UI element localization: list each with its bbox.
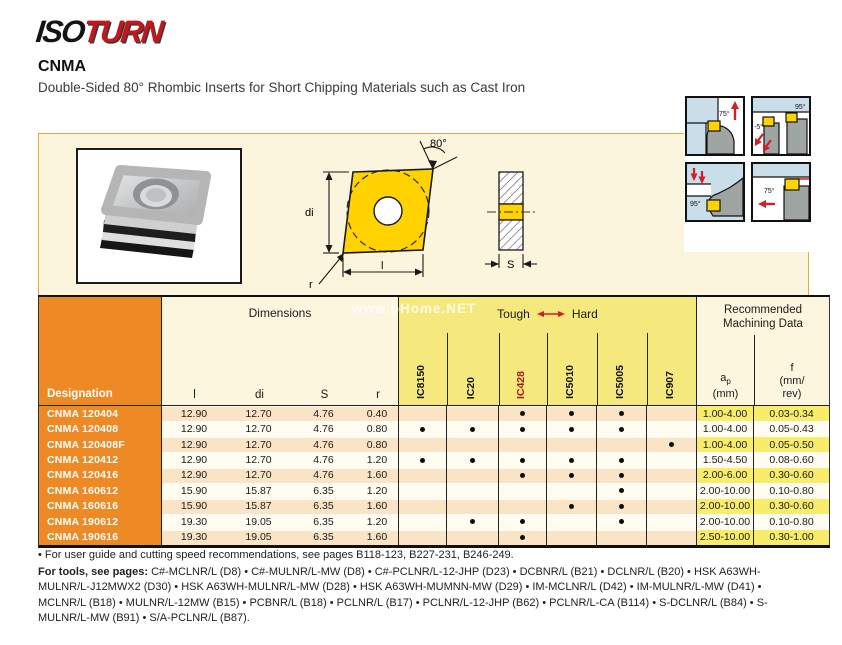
- grade-cell: [498, 514, 546, 529]
- grade-cell: [546, 530, 596, 545]
- diagram2-angle-label-b: -5°: [754, 124, 764, 131]
- grade-dot: [569, 411, 574, 416]
- ap-cell: 1.50-4.50: [696, 452, 753, 467]
- application-diagram-1: [685, 96, 745, 156]
- grade-cell: [596, 452, 646, 467]
- dim-cell-s: 4.76: [313, 438, 334, 451]
- designation-header-label: Designation: [47, 388, 113, 400]
- dim-cell-l: 12.90: [161, 421, 226, 436]
- f-cell: 0.10-0.80: [753, 483, 829, 498]
- dim-cell-di: 12.70: [245, 469, 272, 482]
- dim-cell-r: 1.20: [366, 515, 388, 528]
- grade-dot: [569, 473, 574, 478]
- dim-cell-s: 4.76: [313, 454, 334, 467]
- center-hole: [374, 197, 402, 225]
- grade-dot: [420, 427, 425, 432]
- dim-cell-l: 19.30: [161, 530, 226, 545]
- dim-cell-r: 1.60: [366, 500, 388, 513]
- ap-cell: 1.00-4.00: [696, 421, 753, 436]
- r-leader: [319, 253, 344, 284]
- user-guide-note: • For user guide and cutting speed recommendations, see pages B118-123, B227-231, B246-249.: [38, 549, 514, 561]
- grade-cell: [646, 468, 696, 483]
- insert-icon: [708, 121, 720, 131]
- diagram3-angle-label: 95°: [690, 201, 701, 208]
- grade-column-label: IC20: [465, 376, 477, 399]
- machining-data-header: [696, 297, 829, 405]
- f-cell: 0.03-0.34: [753, 406, 829, 421]
- dim-label-di: di: [255, 389, 264, 401]
- grade-dot: [619, 519, 624, 524]
- designation-cell: CNMA 160616: [39, 499, 161, 514]
- grade-cell: [398, 499, 446, 514]
- application-diagram-3: [685, 162, 745, 222]
- dim-cell-s: 6.35: [313, 484, 334, 497]
- grade-dot: [619, 473, 624, 478]
- tools-label: For tools, see pages:: [38, 566, 149, 578]
- dim-cell-di: 19.05: [245, 531, 272, 544]
- grade-cell: [596, 406, 646, 421]
- application-diagram-2: [751, 96, 811, 156]
- ap-cell: 2.00-10.00: [696, 514, 753, 529]
- dim-cell-di: 12.70: [245, 454, 272, 467]
- isoturn-logo: [34, 14, 163, 50]
- grade-cell: [596, 468, 646, 483]
- dim-cell-di: 12.70: [245, 407, 272, 420]
- column-divider: [547, 333, 548, 405]
- designation-cell: CNMA 120404: [39, 406, 161, 421]
- tough-label: Tough: [497, 307, 530, 321]
- grade-cell: [446, 468, 498, 483]
- grade-cell: [596, 421, 646, 436]
- grade-dot: [569, 504, 574, 509]
- dim-cell-di: 15.87: [245, 500, 272, 513]
- dim-cell-l: 12.90: [161, 406, 226, 421]
- dim-cell-di: 12.70: [245, 438, 272, 451]
- f-cell: 0.05-0.50: [753, 437, 829, 452]
- grade-cell: [498, 437, 546, 452]
- ap-cell: 2.00-6.00: [696, 468, 753, 483]
- table-row: [39, 421, 829, 436]
- dim-cell-r: 1.20: [366, 454, 388, 467]
- dim-cell-s: 4.76: [313, 423, 334, 436]
- table-row: [39, 468, 829, 483]
- grade-cell: [398, 452, 446, 467]
- grade-cell: [398, 483, 446, 498]
- diagram2-angle-label-a: 95°: [795, 104, 806, 111]
- grade-dot: [619, 504, 624, 509]
- f-cell: 0.05-0.43: [753, 421, 829, 436]
- grade-cell: [398, 530, 446, 545]
- diagram1-angle-label: 75°: [719, 111, 730, 118]
- f-cell: 0.30-0.60: [753, 499, 829, 514]
- designation-header: [39, 297, 161, 405]
- dim-cell-s: 4.76: [313, 407, 334, 420]
- ap-subscript: p: [726, 377, 731, 386]
- grade-dot: [520, 427, 525, 432]
- grade-cell: [446, 530, 498, 545]
- grade-cell: [498, 452, 546, 467]
- diagram4-angle-label: 75°: [764, 188, 775, 195]
- dim-cell-l: 12.90: [161, 452, 226, 467]
- grade-cell: [398, 437, 446, 452]
- rec-title-line2: Machining Data: [723, 318, 803, 330]
- application-diagrams: [684, 92, 813, 252]
- column-divider: [647, 333, 648, 405]
- insert-table: [38, 295, 830, 548]
- grade-dot: [470, 458, 475, 463]
- grade-cell: [398, 514, 446, 529]
- grade-cell: [646, 499, 696, 514]
- tool-body: [784, 186, 809, 220]
- dim-cell-r: 0.80: [366, 423, 388, 436]
- designation-cell: CNMA 120412: [39, 452, 161, 467]
- grade-cell: [646, 514, 696, 529]
- grade-cell: [596, 530, 646, 545]
- grade-cell: [446, 406, 498, 421]
- f-cell: 0.30-1.00: [753, 530, 829, 545]
- dim-label-l: l: [193, 389, 196, 401]
- grade-cell: [498, 499, 546, 514]
- table-row: [39, 499, 829, 514]
- column-divider: [499, 333, 500, 405]
- hard-label: Hard: [571, 307, 598, 321]
- grade-dot: [470, 519, 475, 524]
- table-row: [39, 437, 829, 452]
- r-label: r: [309, 279, 313, 291]
- s-label: S: [507, 259, 515, 271]
- insert-photo: [78, 150, 236, 278]
- dim-cell-di: 15.87: [245, 484, 272, 497]
- designation-cell: CNMA 190612: [39, 514, 161, 529]
- dim-cell-s: 4.76: [313, 469, 334, 482]
- l-label: l: [381, 260, 384, 272]
- insert-icon: [785, 179, 799, 190]
- column-divider: [447, 333, 448, 405]
- grade-cell: [596, 437, 646, 452]
- dim-cell-l: 15.90: [161, 499, 226, 514]
- dim-cell-l: 12.90: [161, 437, 226, 452]
- insert-icon: [707, 200, 720, 211]
- ap-unit: (mm): [712, 388, 739, 400]
- grade-cell: [596, 514, 646, 529]
- grade-cell: [446, 483, 498, 498]
- dim-label-s: S: [320, 389, 329, 401]
- grade-cell: [546, 437, 596, 452]
- grade-cell: [498, 421, 546, 436]
- dimension-drawing: [299, 136, 549, 294]
- insert-icon: [786, 113, 797, 122]
- f-cell: 0.30-0.60: [753, 468, 829, 483]
- grade-cell: [398, 421, 446, 436]
- ap-cell: 2.00-10.00: [696, 483, 753, 498]
- f-column-label: [754, 362, 830, 401]
- grade-dot: [619, 427, 624, 432]
- insert-photo-box: [76, 148, 242, 284]
- table-row: [39, 406, 829, 421]
- grade-cell: [646, 452, 696, 467]
- dim-cell-s: 6.35: [313, 500, 334, 513]
- grade-dot: [520, 519, 525, 524]
- grade-cell: [446, 437, 498, 452]
- grade-cell: [646, 483, 696, 498]
- ap-symbol: a: [720, 371, 727, 384]
- grade-cell: [546, 421, 596, 436]
- table-row: [39, 452, 829, 467]
- grade-dot: [569, 458, 574, 463]
- tools-list: C#-MCLNR/L (D8) • C#-MULNR/L-MW (D8) • C#-PCLNR/L-12-JHP (D23) • DCBNR/L (B21) • DCLNR/L (B20) • HSK A63WH-MULNR/L-J12MWX2 (D30) • HSK A63WH-MULNR/L-MW (D28) • HSK A63WH-MUMNN-MW (D29) • IM-MCLNR/L (D42) • IM-MULNR/L-MW (D41) • MCLNR/L (B18) • MULNR/L-12MW (B15) • PCBNR/L (B18) • PCLNR/L (B17) • PCLNR/L-12-JHP (B62) • PCLNR/L-CA (B114) • S-DCLNR/L (B84) • S-MULNR/L-MW (B91) • S/A-PCLNR/L (B87).: [38, 566, 768, 625]
- dim-cell-di: 19.05: [245, 515, 272, 528]
- column-divider: [597, 333, 598, 405]
- grade-cell: [546, 499, 596, 514]
- grade-cell: [546, 514, 596, 529]
- grade-column-label: IC8150: [415, 365, 427, 399]
- grade-column-label: IC5010: [564, 365, 576, 399]
- grade-cell: [646, 437, 696, 452]
- rec-title-line1: Recommended: [724, 304, 802, 316]
- grade-cell: [446, 514, 498, 529]
- grade-column-label: IC5005: [614, 365, 626, 399]
- grade-dot: [520, 535, 525, 540]
- grade-cell: [546, 406, 596, 421]
- grade-cell: [446, 421, 498, 436]
- grade-dot: [470, 427, 475, 432]
- angle-label: 80°: [430, 138, 447, 150]
- designation-cell: CNMA 190616: [39, 530, 161, 545]
- page-title: CNMA: [38, 58, 86, 75]
- dim-cell-r: 1.60: [366, 531, 388, 544]
- dimension-column-labels: [162, 389, 399, 401]
- table-row: [39, 530, 829, 545]
- f-cell: 0.08-0.60: [753, 452, 829, 467]
- dim-cell-di: 12.70: [245, 423, 272, 436]
- dim-cell-r: 1.20: [366, 484, 388, 497]
- dim-cell-r: 0.80: [366, 438, 388, 451]
- grade-cell: [646, 406, 696, 421]
- application-diagram-4: [751, 162, 811, 222]
- tool-body: [787, 119, 807, 154]
- dim-cell-r: 0.40: [366, 407, 388, 420]
- grade-column-label: IC428: [515, 370, 527, 399]
- f-unit-2: rev): [782, 388, 802, 400]
- grade-cell: [498, 483, 546, 498]
- logo-iso-text: ISO: [34, 14, 86, 49]
- grade-cell: [596, 483, 646, 498]
- grade-cell: [498, 406, 546, 421]
- grade-cell: [446, 499, 498, 514]
- tough-hard-arrow-icon: [537, 310, 565, 318]
- f-symbol: f: [790, 362, 794, 374]
- designation-cell: CNMA 120408F: [39, 437, 161, 452]
- f-unit-1: (mm/: [779, 375, 805, 387]
- grade-dot: [669, 442, 674, 447]
- dim-label-r: r: [376, 389, 380, 401]
- grade-dot: [420, 458, 425, 463]
- grade-dot: [619, 488, 624, 493]
- grade-dot: [520, 458, 525, 463]
- table-row: [39, 514, 829, 529]
- grade-cell: [596, 499, 646, 514]
- grade-dot: [569, 427, 574, 432]
- dim-cell-l: 12.90: [161, 468, 226, 483]
- grade-cell: [546, 483, 596, 498]
- grade-cell: [646, 530, 696, 545]
- dim-cell-l: 19.30: [161, 514, 226, 529]
- ap-cell: 1.00-4.00: [696, 437, 753, 452]
- grade-cell: [646, 421, 696, 436]
- ap-cell: 2.50-10.00: [696, 530, 753, 545]
- designation-cell: CNMA 120408: [39, 421, 161, 436]
- designation-cell: CNMA 160612: [39, 483, 161, 498]
- grade-cell: [498, 468, 546, 483]
- grade-cell: [398, 406, 446, 421]
- di-label: di: [305, 207, 314, 219]
- carbide-insert-render: [100, 170, 206, 258]
- grade-cell: [546, 468, 596, 483]
- grade-dot: [619, 458, 624, 463]
- dim-cell-r: 1.60: [366, 469, 388, 482]
- grade-cell: [398, 468, 446, 483]
- tools-paragraph: [38, 565, 808, 627]
- page-subtitle: Double-Sided 80° Rhombic Inserts for Short Chipping Materials such as Cast Iron: [38, 80, 526, 95]
- ap-cell: 2.00-10.00: [696, 499, 753, 514]
- designation-cell: CNMA 120416: [39, 468, 161, 483]
- logo-turn-text: TURN: [81, 14, 164, 49]
- grade-dot: [619, 411, 624, 416]
- dim-cell-s: 6.35: [313, 515, 334, 528]
- side-view: [485, 172, 537, 268]
- grade-cell: [546, 452, 596, 467]
- table-row: [39, 483, 829, 498]
- table-body: [39, 406, 829, 545]
- grade-cell: [446, 452, 498, 467]
- grade-dot: [520, 473, 525, 478]
- f-cell: 0.10-0.80: [753, 514, 829, 529]
- ap-column-label: [697, 372, 754, 401]
- watermark: www.pHome.NET: [352, 301, 477, 316]
- insert-icon: [763, 117, 774, 126]
- dimensions-title: Dimensions: [248, 306, 312, 320]
- grade-column-label: IC907: [664, 370, 676, 399]
- grade-cell: [498, 530, 546, 545]
- dim-cell-l: 15.90: [161, 483, 226, 498]
- grade-dot: [520, 411, 525, 416]
- ap-cell: 1.00-4.00: [696, 406, 753, 421]
- dim-cell-s: 6.35: [313, 531, 334, 544]
